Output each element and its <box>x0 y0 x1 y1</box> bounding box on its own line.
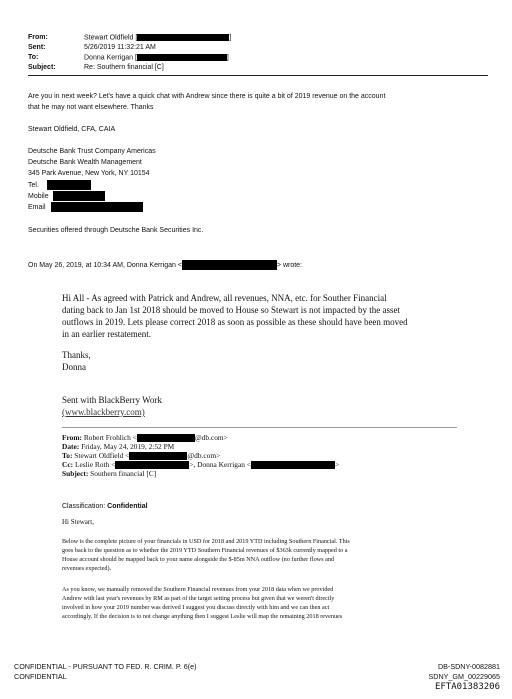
header-divider <box>28 75 488 76</box>
tel-label: Tel. <box>28 181 39 189</box>
quote2-to-row <box>62 451 472 460</box>
quote2-date-value: Friday, May 24, 2019, 2:52 PM <box>81 442 175 451</box>
sent-label: Sent: <box>28 44 46 51</box>
to-value: Donna Kerrigan [ <box>84 54 137 62</box>
subject-value: Re: Southern financial [C] <box>84 64 164 71</box>
quote1-line-2: dating back to Jan 1st 2018 should be moved to House so Stewart is not impacted by the asset <box>62 305 400 315</box>
signature-name: Stewart Oldfield, CFA, CAIA <box>28 126 116 133</box>
footer-bates-1: DB-SDNY-0082881 <box>437 662 500 671</box>
footer-efta-id: EFTA01383206 <box>434 682 500 692</box>
header-from-row <box>28 34 231 42</box>
signature-tel-row <box>28 180 488 191</box>
to-label: To: <box>28 54 39 62</box>
wrote-prefix: On May 26, 2019, at 10:34 AM, Donna Kerrigan < <box>28 261 182 269</box>
blackberry-link[interactable]: (www.blackberry.com) <box>62 407 145 417</box>
quote1-thanks: Thanks, <box>62 350 91 360</box>
email-label: Email <box>28 203 46 211</box>
classification-label: Classification: <box>62 503 106 510</box>
redaction-bar <box>47 180 91 190</box>
sent-value: 5/26/2019 11:32:21 AM <box>84 44 156 51</box>
signature-mobile-row <box>28 191 488 202</box>
redaction-bar <box>53 191 105 201</box>
signature-company-2: Deutsche Bank Wealth Management <box>28 159 142 166</box>
from-label: From: <box>28 34 48 42</box>
quote2-cc-row <box>62 460 472 469</box>
wrote-line <box>28 260 488 271</box>
quote2-p1-line-4: revenues expected). <box>62 565 112 572</box>
footer-confidential-rule: CONFIDENTIAL - PURSUANT TO FED. R. CRIM. P. 6(e) <box>14 662 197 671</box>
securities-disclaimer: Securities offered through Deutsche Bank Securities Inc. <box>28 227 204 234</box>
from-value: Stewart Oldfield [ <box>84 34 138 42</box>
quote2-from-row <box>62 433 472 442</box>
quote2-from-domain: @db.com> <box>194 433 228 442</box>
from-close: ] <box>229 34 232 42</box>
quote2-subject-row <box>62 469 472 478</box>
redaction-bar <box>51 202 143 212</box>
body-line-1: Are you in next week? Let's have a quick chat with Andrew since there is quite a bit of 2019 revenue on the account <box>28 93 386 100</box>
quote2-subject-label: Subject: <box>62 469 89 478</box>
quote1-line-4: in an earlier restatement. <box>62 329 151 339</box>
quote2-cc-label: Cc: <box>62 460 74 469</box>
quote1-line-3: outflows in 2019. Lets please correct 2018 as soon as possible as these should have been moved <box>62 317 408 327</box>
wrote-suffix: > wrote: <box>276 261 303 269</box>
signature-email-row <box>28 202 488 213</box>
quote2-p2-line-4: accordingly. If the decision is to not change anything then I suggest Leslie will map the remaining 2018 revenues <box>62 613 343 620</box>
body-line-2: that he may not want elsewhere. Thanks <box>28 104 154 111</box>
signature-company-1: Deutsche Bank Trust Company Americas <box>28 148 156 155</box>
header-to-row <box>28 54 229 62</box>
quote2-p2-line-2: Andrew with last year's revenues by RM as part of the target setting process but given that we weren't directly <box>62 595 335 602</box>
quote2-greeting: Hi Stewart, <box>62 518 94 526</box>
quote2-p1-line-1: Below is the complete picture of your financials in USD for 2018 and 2019 YTD including Southern Financial. This <box>62 538 350 545</box>
sent-with-blackberry: Sent with BlackBerry Work <box>62 395 162 405</box>
signature-address: 345 Park Avenue, New York, NY 10154 <box>28 170 150 177</box>
quote2-from-label: From: <box>62 433 82 442</box>
mobile-label: Mobile <box>28 192 49 200</box>
quote2-date-label: Date: <box>62 442 80 451</box>
quote2-p1-line-3: House account should be mapped back to your name alongside the $-85m NNA outflow (no further flows and <box>62 556 335 563</box>
footer-confidential: CONFIDENTIAL <box>14 672 67 681</box>
quote1-signoff: Donna <box>62 362 86 372</box>
quote2-to-value: Stewart Oldfield < <box>74 451 130 460</box>
quote2-cc-close: > <box>334 460 340 469</box>
redaction-bar <box>182 260 277 270</box>
quote2-from-value: Robert Frohlich < <box>83 433 137 442</box>
quote2-p2-line-3: involved in how your 2019 number was derived I suggest you discuss directly with him and we can then act <box>62 604 330 611</box>
classification-row <box>62 502 148 511</box>
quote2-p2-line-1: As you know, we manually removed the Southern Financial revenues from your 2018 data when we provided <box>62 586 334 593</box>
header-sent-row <box>28 44 156 52</box>
quote2-date-row <box>62 442 472 451</box>
subject-label: Subject: <box>28 64 56 71</box>
quote-divider <box>62 427 457 428</box>
redaction-bar <box>137 34 232 42</box>
quote2-subject-value: Southern financial [C] <box>90 469 157 478</box>
quote2-to-domain: @db.com> <box>187 451 221 460</box>
header-subject-row <box>28 64 164 72</box>
redaction-bar <box>137 54 227 61</box>
classification-value: Confidential <box>107 503 148 510</box>
to-close: ] <box>226 54 229 62</box>
quote2-cc-value: Leslie Roth < <box>74 460 116 469</box>
quote2-cc-mid: >, Donna Kerrigan < <box>189 460 251 469</box>
quote2-to-label: To: <box>62 451 73 460</box>
quote2-p1-line-2: goes back to the question as to whether the 2019 YTD Southern Financial revenues of $363k currently mapped to a <box>62 547 348 554</box>
quote1-line-1: Hi All - As agreed with Patrick and Andrew, all revenues, NNA, etc. for Souther Financial <box>62 293 387 303</box>
footer-bates-2: SDNY_GM_00229065 <box>428 672 500 681</box>
